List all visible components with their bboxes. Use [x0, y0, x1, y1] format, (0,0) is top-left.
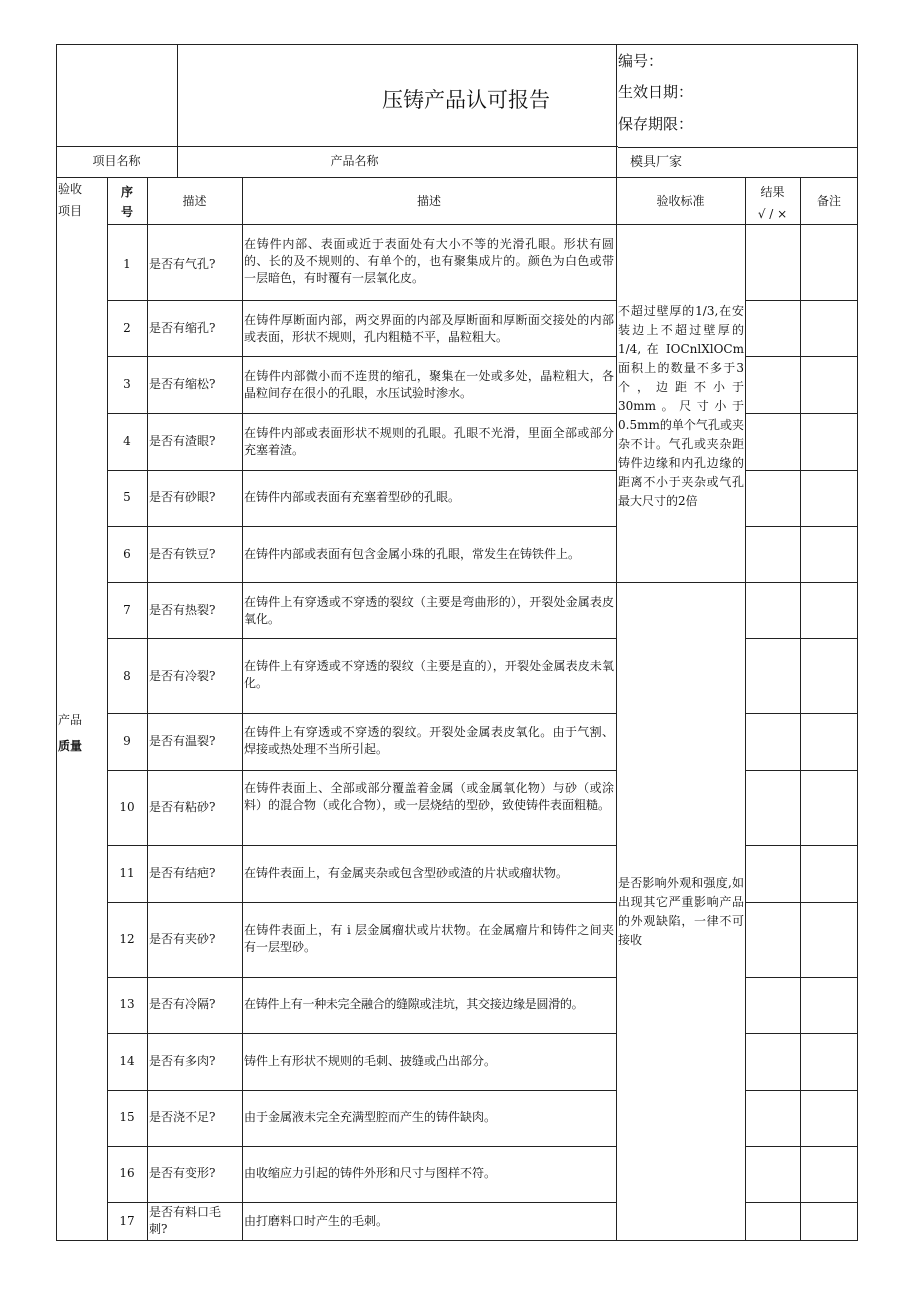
row-desc: 在铸件上有穿透或不穿透的裂纹。开裂处金属表皮氧化。由于气割、焊接或热处理不当所引起。	[244, 725, 614, 756]
border-bottom	[56, 1240, 858, 1241]
result-row-line	[745, 300, 858, 301]
row-desc: 在铸件上有一种未完全融合的缝隙或洼坑，其交接边缘是圆滑的。	[244, 997, 584, 1011]
row-line	[107, 470, 617, 471]
row-line	[107, 770, 617, 771]
col-line-result	[800, 177, 801, 1241]
standard-appearance: 是否影响外观和强度,如出现其它严重影响产品的外观缺陷，一律不可接收	[618, 876, 744, 947]
row-line	[107, 845, 617, 846]
row-desc: 在铸件表面上、全部或部分覆盖着金属（或金属氧化物）与砂（或涂料）的混合物（或化合物），或一层烧结的型砂，致使铸件表面粗糙。	[244, 781, 614, 812]
mold-maker-label: 模具厂家	[630, 155, 683, 170]
col-line-desc	[616, 177, 617, 1241]
row-check: 是否有多肉?	[149, 1054, 216, 1068]
row-check: 是否有夹砂?	[149, 932, 216, 946]
row-check: 是否有结疤?	[149, 866, 216, 880]
result-row-line	[745, 713, 858, 714]
desc-header-1: 描述	[182, 194, 207, 208]
report-frame	[56, 44, 858, 1241]
row-no: 4	[123, 434, 131, 448]
row-no: 10	[119, 800, 135, 814]
result-row-line	[745, 582, 858, 583]
row-desc: 在铸件表面上，有金属夹杂或包含型砂或渣的片状或瘤状物。	[244, 866, 569, 880]
result-row-line	[745, 1090, 858, 1091]
row-desc: 在铸件内部或表面有充塞着型砂的孔眼。	[244, 490, 461, 504]
row-check: 是否有冷裂?	[149, 669, 216, 683]
row-line	[107, 902, 617, 903]
code-label: 编号：	[618, 52, 664, 70]
row-line	[107, 1033, 617, 1034]
product-name-label: 产品名称	[330, 154, 379, 168]
info-top-line	[618, 147, 858, 148]
standard-header: 验收标准	[656, 194, 705, 208]
row-check: 是否有料口毛刺?	[149, 1205, 222, 1236]
header-bottom-line	[56, 146, 618, 147]
row-check: 是否有气孔?	[149, 257, 216, 271]
remark-header: 备注	[816, 194, 841, 208]
result-row-line	[745, 470, 858, 471]
standard-group-line	[616, 582, 746, 583]
row-check: 是否浇不足?	[149, 1110, 216, 1124]
result-row-line	[745, 638, 858, 639]
row-no: 7	[123, 603, 131, 617]
row-line	[107, 413, 617, 414]
category-header: 验收项目	[57, 182, 82, 218]
page-title: 压铸产品认可报告	[382, 88, 550, 112]
row-no: 13	[119, 997, 135, 1011]
row-no: 6	[123, 547, 131, 561]
result-row-line	[745, 977, 858, 978]
retention-label: 保存期限：	[618, 115, 694, 133]
row-desc: 在铸件上有穿透或不穿透的裂纹（主要是弯曲形的），开裂处金属表皮氧化。	[244, 595, 614, 626]
row-no: 8	[123, 669, 131, 683]
result-row-line	[745, 1146, 858, 1147]
seq-header: 序号	[120, 185, 133, 219]
row-desc: 在铸件内部或表面有包含金属小珠的孔眼，常发生在铸铁件上。	[244, 547, 581, 561]
row-desc: 由打磨料口时产生的毛刺。	[244, 1214, 389, 1228]
category-label-quality: 质量	[58, 739, 83, 753]
row-line	[107, 356, 617, 357]
row-desc: 铸件上有形状不规则的毛刺、披缝或凸出部分。	[244, 1054, 497, 1068]
category-label-product: 产品	[58, 713, 83, 727]
row-line	[107, 582, 617, 583]
result-mark-header: √ / ×	[757, 207, 788, 221]
row-check: 是否有砂眼?	[149, 490, 216, 504]
row-desc: 在铸件内部或表面形状不规则的孔眼。孔眼不光滑，里面全部或部分充塞着渣。	[244, 426, 614, 457]
result-row-line	[745, 770, 858, 771]
row-line	[107, 300, 617, 301]
result-row-line	[745, 1202, 858, 1203]
row-desc: 在铸件厚断面内部，两交界面的内部及厚断面和厚断面交接处的内部或表面，形状不规则，孔内粗糙不平，晶粒粗大。	[244, 313, 614, 344]
row-check: 是否有缩孔?	[149, 321, 216, 335]
row-line	[107, 638, 617, 639]
row-line	[107, 977, 617, 978]
row-no: 17	[119, 1214, 135, 1228]
row-desc: 在铸件内部微小而不连贯的缩孔，聚集在一处或多处，晶粒粗大，各晶粒间存在很小的孔眼，水压试验时渗水。	[244, 369, 614, 400]
project-name-label: 项目名称	[92, 154, 141, 168]
col-line-check	[242, 177, 243, 1241]
info-bottom-line	[56, 177, 858, 178]
row-no: 9	[123, 734, 131, 748]
row-no: 14	[119, 1054, 135, 1068]
column-header-bottom-line	[107, 224, 858, 225]
row-line	[107, 1146, 617, 1147]
row-check: 是否有变形?	[149, 1166, 216, 1180]
col-line-seq	[147, 177, 148, 1241]
row-line	[107, 1090, 617, 1091]
row-check: 是否有缩松?	[149, 377, 216, 391]
result-row-line	[745, 356, 858, 357]
desc-header-2: 描述	[416, 194, 441, 208]
result-row-line	[745, 526, 858, 527]
row-line	[107, 713, 617, 714]
standard-holes: 不超过壁厚的1/3,在安装边上不超过壁厚的1/4, 在 IOCnlXlOCm 面积上的数量不多于3个，边距不小于30mm。尺寸小于0.5mm的单个气孔或夹杂不计。气孔或夹杂距铸件边缘和内孔边缘的距离不小于夹杂或气孔最大尺寸的2倍	[618, 304, 744, 508]
result-row-line	[745, 413, 858, 414]
result-row-line	[745, 902, 858, 903]
row-no: 16	[119, 1166, 135, 1180]
row-no: 1	[123, 257, 131, 271]
col-line-standard	[745, 177, 746, 1241]
row-check: 是否有温裂?	[149, 734, 216, 748]
row-no: 11	[119, 866, 135, 880]
row-check: 是否有热裂?	[149, 603, 216, 617]
result-header: 结果	[760, 185, 785, 199]
effective-date-label: 生效日期：	[618, 83, 694, 101]
row-line	[107, 526, 617, 527]
row-desc: 在铸件表面上，有 i 层金属瘤状或片状物。在金属瘤片和铸件之间夹有一层型砂。	[244, 923, 614, 954]
row-no: 5	[123, 490, 131, 504]
row-desc: 在铸件上有穿透或不穿透的裂纹（主要是直的），开裂处金属表皮未氧化。	[244, 659, 614, 690]
result-row-line	[745, 845, 858, 846]
row-no: 2	[123, 321, 131, 335]
row-no: 15	[119, 1110, 135, 1124]
row-check: 是否有铁豆?	[149, 547, 216, 561]
border-left	[56, 44, 57, 1241]
row-line	[107, 1202, 617, 1203]
row-check: 是否有冷隔?	[149, 997, 216, 1011]
row-check: 是否有粘砂?	[149, 800, 216, 814]
row-check: 是否有渣眼?	[149, 434, 216, 448]
row-no: 3	[123, 377, 131, 391]
row-desc: 在铸件内部、表面或近于表面处有大小不等的光滑孔眼。形状有圆的、长的及不规则的、有单个的，也有聚集成片的。颜色为白色或带一层暗色，有时覆有一层氧化皮。	[244, 237, 614, 285]
row-desc: 由于金属液未完全充满型腔而产生的铸件缺肉。	[244, 1110, 497, 1124]
result-row-line	[745, 1033, 858, 1034]
row-desc: 由收缩应力引起的铸件外形和尺寸与图样不符。	[244, 1166, 497, 1180]
row-no: 12	[119, 932, 135, 946]
